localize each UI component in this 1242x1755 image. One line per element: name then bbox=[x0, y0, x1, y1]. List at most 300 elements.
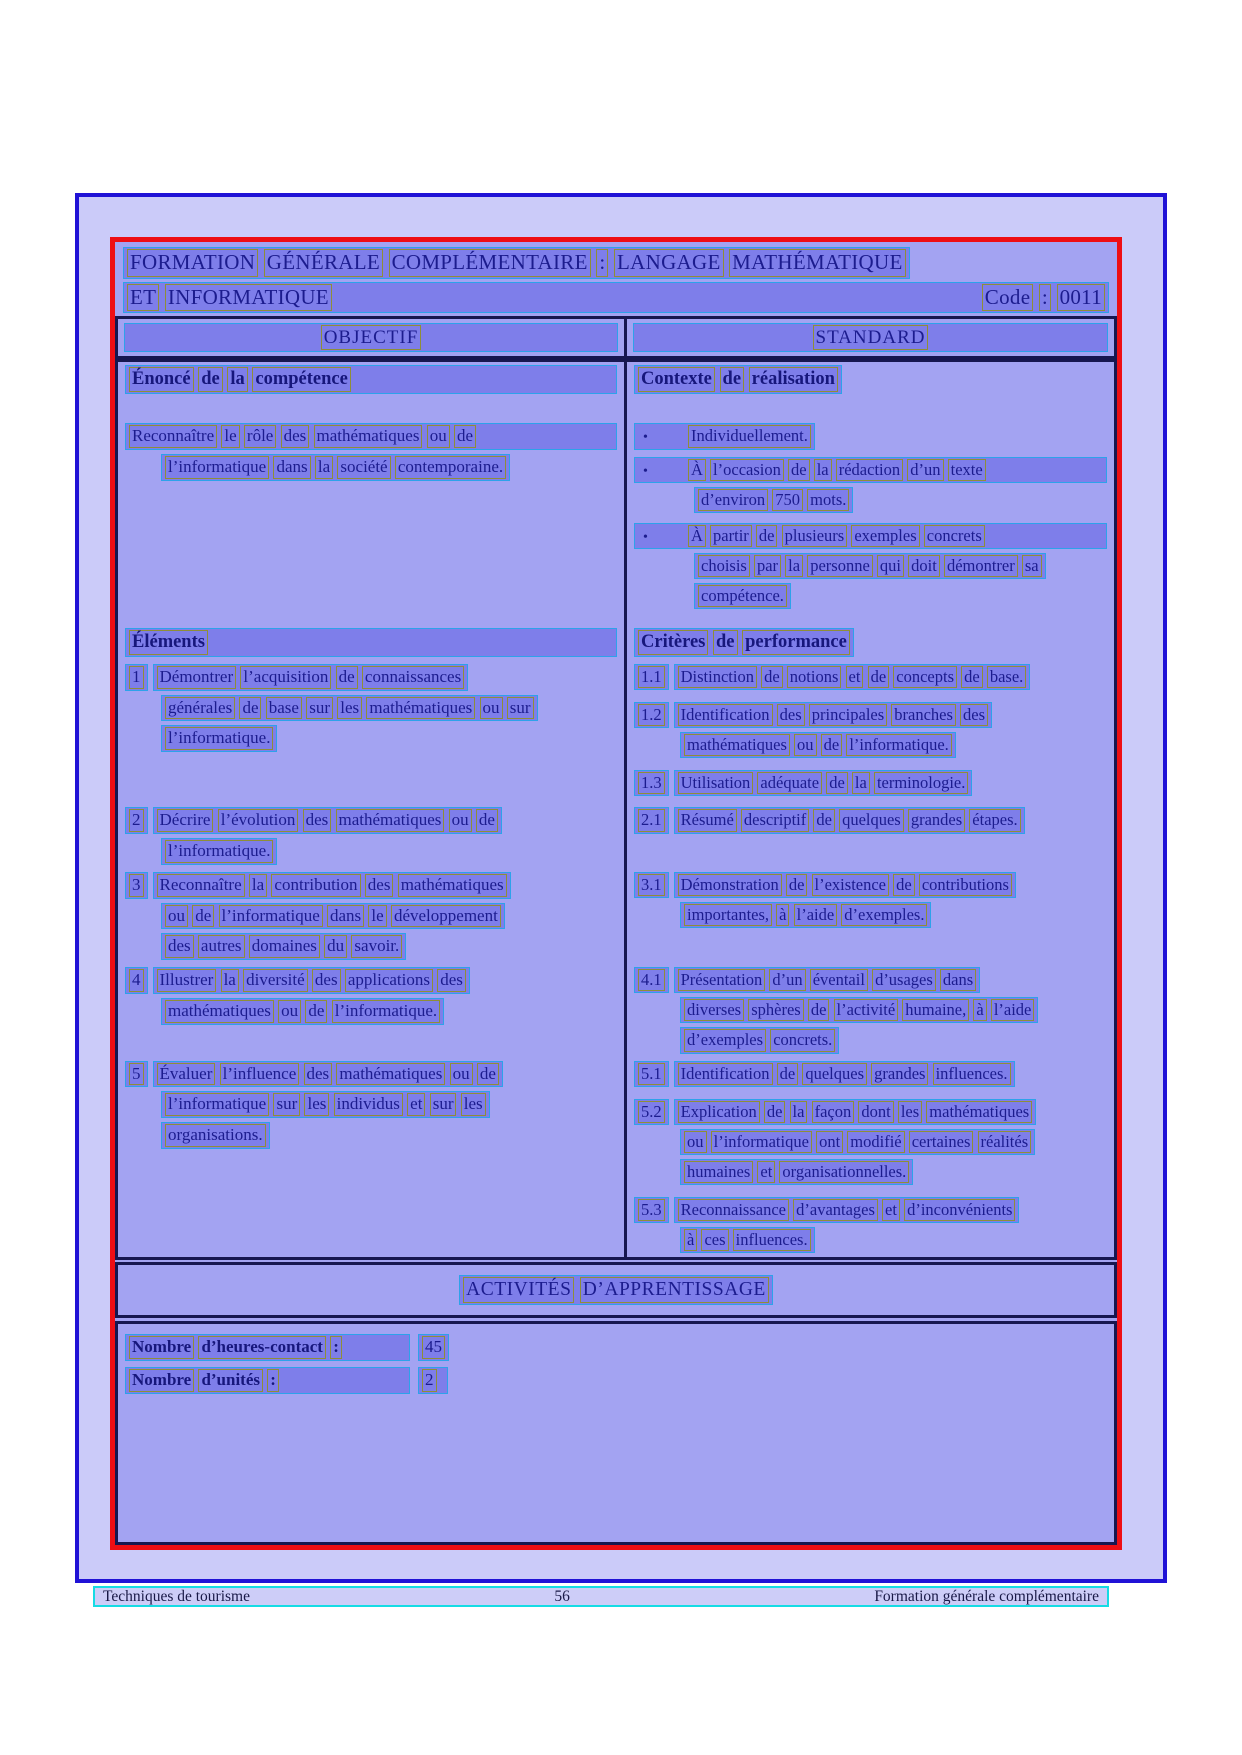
ocr-word: Présentation bbox=[678, 969, 766, 991]
enonce-title-cell bbox=[118, 362, 624, 420]
criteres-title bbox=[634, 628, 854, 657]
unites-label bbox=[125, 1367, 410, 1394]
ocr-word: de bbox=[198, 367, 223, 392]
item-number bbox=[634, 664, 669, 690]
ocr-word: l’évolution bbox=[218, 809, 299, 832]
competence-paragraph bbox=[118, 420, 624, 625]
ocr-word: l’informatique. bbox=[332, 1000, 440, 1023]
element-3 bbox=[118, 869, 624, 964]
ocr-word: d’exemples. bbox=[841, 904, 927, 926]
ocr-word: Identification bbox=[678, 704, 773, 726]
ocr-word: la bbox=[814, 459, 832, 481]
unites-row bbox=[125, 1367, 1107, 1398]
ocr-word: ou bbox=[794, 734, 817, 756]
item-number bbox=[634, 872, 669, 898]
ocr-word: À bbox=[688, 459, 706, 481]
ocr-word: ou bbox=[684, 1131, 707, 1153]
ocr-line bbox=[161, 695, 538, 722]
course-title-line2 bbox=[123, 282, 1109, 314]
ocr-word: dans bbox=[273, 456, 310, 479]
ocr-word: modifié bbox=[847, 1131, 904, 1153]
ocr-word: importantes, bbox=[684, 904, 772, 926]
ocr-line bbox=[153, 1061, 503, 1088]
criteres-group-5 bbox=[624, 1058, 1114, 1258]
bullet-icon: • bbox=[643, 430, 648, 446]
ocr-word: l’existence bbox=[812, 874, 889, 896]
ocr-word: et bbox=[846, 666, 864, 688]
ocr-word: individus bbox=[334, 1093, 403, 1116]
ocr-word: À bbox=[688, 525, 706, 547]
ocr-line bbox=[674, 1197, 1020, 1223]
ocr-word: base. bbox=[987, 666, 1026, 688]
ocr-word: contribution bbox=[271, 874, 360, 897]
ocr-word: choisis bbox=[698, 555, 750, 577]
ocr-word: des bbox=[165, 935, 194, 958]
ocr-word: sa bbox=[1022, 555, 1042, 577]
ocr-word: texte bbox=[948, 459, 986, 481]
footer-right: Formation générale complémentaire bbox=[874, 1587, 1099, 1605]
ocr-word: Utilisation bbox=[678, 772, 754, 794]
bullet-item bbox=[634, 423, 1107, 449]
item-first-row bbox=[125, 967, 617, 998]
ocr-word: doit bbox=[908, 555, 940, 577]
ocr-line bbox=[674, 1061, 1015, 1087]
ocr-word: branches bbox=[891, 704, 956, 726]
item-number bbox=[125, 1061, 148, 1088]
critere-2-1 bbox=[634, 807, 1107, 837]
ocr-word: Contexte bbox=[638, 367, 715, 392]
ocr-word: les bbox=[898, 1101, 922, 1123]
item-first-row bbox=[634, 967, 1107, 997]
item-number bbox=[125, 807, 148, 834]
ocr-word: de bbox=[477, 1063, 499, 1086]
ocr-word: contributions bbox=[919, 874, 1012, 896]
elements-title-cell bbox=[118, 625, 624, 661]
item-first-row bbox=[634, 664, 1107, 694]
ocr-word: dans bbox=[327, 905, 364, 928]
ocr-word: de bbox=[764, 1101, 786, 1123]
ocr-word: 1.2 bbox=[638, 704, 665, 726]
ocr-word: concepts bbox=[893, 666, 957, 688]
footer-left: Techniques de tourisme bbox=[103, 1587, 250, 1605]
ocr-word: l’influence bbox=[220, 1063, 300, 1086]
heures-contact-label bbox=[125, 1334, 410, 1361]
ocr-word: mathématiques bbox=[314, 425, 423, 448]
ocr-word: Illustrer bbox=[157, 969, 217, 992]
ocr-word: à bbox=[684, 1229, 697, 1251]
ocr-word: 45 bbox=[422, 1336, 445, 1359]
ocr-word: domaines bbox=[249, 935, 320, 958]
ocr-word: et bbox=[882, 1199, 900, 1221]
ocr-word: mathématiques bbox=[684, 734, 790, 756]
ocr-word: de bbox=[713, 630, 738, 655]
ocr-word: Résumé bbox=[678, 809, 737, 831]
ocr-word: 2 bbox=[129, 809, 144, 832]
critere-4-1 bbox=[634, 967, 1107, 1053]
ocr-word: autres bbox=[198, 935, 245, 958]
ocr-word: ou bbox=[450, 1063, 473, 1086]
ocr-word: à bbox=[973, 999, 986, 1021]
ocr-word: : bbox=[596, 249, 608, 277]
item-first-row bbox=[634, 702, 1107, 732]
ocr-line bbox=[161, 998, 444, 1025]
ocr-word: sur bbox=[430, 1093, 457, 1116]
ocr-word: de bbox=[786, 874, 808, 896]
ocr-word: la bbox=[221, 969, 239, 992]
item-number bbox=[634, 702, 669, 728]
ocr-line bbox=[153, 664, 469, 691]
ocr-word: mathématiques bbox=[926, 1101, 1032, 1123]
ocr-word: notions bbox=[787, 666, 842, 688]
ocr-word: Individuellement. bbox=[688, 425, 811, 447]
ocr-word: sur bbox=[507, 697, 534, 720]
ocr-word: Explication bbox=[678, 1101, 760, 1123]
ocr-word: l’informatique bbox=[165, 456, 269, 479]
footer-page-number: 56 bbox=[554, 1587, 570, 1605]
ocr-word: Critères bbox=[638, 630, 708, 655]
ocr-word: mathématiques bbox=[336, 1063, 445, 1086]
ocr-word: et bbox=[407, 1093, 425, 1116]
ocr-word: mots. bbox=[807, 489, 849, 511]
criteres-title-cell bbox=[624, 625, 1114, 661]
ocr-word: d’un bbox=[769, 969, 805, 991]
course-title-line1 bbox=[123, 247, 910, 279]
item-first-row bbox=[125, 1061, 617, 1092]
ocr-word: ont bbox=[816, 1131, 843, 1153]
ocr-word: mathématiques bbox=[398, 874, 507, 897]
ocr-word: l’aide bbox=[991, 999, 1035, 1021]
ocr-word: des bbox=[777, 704, 805, 726]
ocr-word: terminologie. bbox=[874, 772, 968, 794]
ocr-word: de bbox=[761, 666, 783, 688]
item-first-row bbox=[634, 807, 1107, 837]
contexte-bullets bbox=[624, 420, 1114, 625]
ocr-word: l’informatique bbox=[711, 1131, 812, 1153]
ocr-word: la bbox=[315, 456, 333, 479]
ocr-line bbox=[674, 1099, 1037, 1125]
ocr-line bbox=[634, 423, 815, 449]
ocr-line bbox=[634, 523, 1107, 549]
ocr-word: de bbox=[788, 459, 810, 481]
ocr-line bbox=[674, 967, 981, 993]
ocr-word: plusieurs bbox=[782, 525, 848, 547]
ocr-word: l’informatique. bbox=[846, 734, 951, 756]
item-number bbox=[634, 807, 669, 833]
ocr-word: Énoncé bbox=[129, 367, 194, 392]
ocr-word: rôle bbox=[244, 425, 276, 448]
item-number bbox=[634, 1061, 669, 1087]
ocr-line bbox=[694, 553, 1046, 579]
ocr-word: grandes bbox=[908, 809, 965, 831]
item-number bbox=[634, 1197, 669, 1223]
ocr-line bbox=[680, 732, 956, 758]
ocr-line bbox=[674, 702, 992, 728]
ocr-word: de bbox=[821, 734, 843, 756]
item-first-row bbox=[634, 770, 1107, 800]
ocr-word: la bbox=[852, 772, 870, 794]
ocr-word: 4 bbox=[129, 969, 144, 992]
ocr-word: COMPLÉMENTAIRE bbox=[389, 249, 591, 277]
ocr-word: le bbox=[368, 905, 386, 928]
objectif-header bbox=[124, 323, 618, 352]
ocr-line bbox=[680, 997, 1038, 1023]
ocr-word: ou bbox=[480, 697, 503, 720]
ocr-word: Identification bbox=[678, 1063, 773, 1085]
ocr-word: l’activité bbox=[834, 999, 899, 1021]
ocr-line bbox=[680, 1159, 913, 1185]
ocr-word: exemples bbox=[851, 525, 919, 547]
ocr-word: D’APPRENTISSAGE bbox=[580, 1277, 769, 1303]
ocr-line bbox=[125, 423, 617, 450]
ocr-word: à bbox=[776, 904, 789, 926]
ocr-word: d’usages bbox=[872, 969, 936, 991]
ocr-line bbox=[680, 902, 931, 928]
ocr-word: d’environ bbox=[698, 489, 768, 511]
critere-1-3 bbox=[634, 770, 1107, 800]
standard-header bbox=[633, 323, 1108, 352]
ocr-word: connaissances bbox=[362, 666, 464, 689]
ocr-line bbox=[680, 1227, 815, 1253]
ocr-word: de bbox=[868, 666, 890, 688]
ocr-word: GÉNÉRALE bbox=[264, 249, 383, 277]
ocr-word: 1.1 bbox=[638, 666, 665, 688]
unites-value bbox=[418, 1367, 448, 1394]
ocr-line bbox=[680, 1027, 839, 1053]
item-number bbox=[634, 770, 669, 796]
ocr-word: Reconnaître bbox=[157, 874, 245, 897]
ocr-word: 0011 bbox=[1057, 284, 1105, 312]
element-4 bbox=[118, 964, 624, 1057]
item-first-row bbox=[125, 872, 617, 903]
criteres-group-2 bbox=[624, 804, 1114, 868]
ocr-word: démontrer bbox=[944, 555, 1018, 577]
ocr-word: performance bbox=[742, 630, 850, 655]
ocr-word: 5.2 bbox=[638, 1101, 665, 1123]
ocr-word: diversité bbox=[243, 969, 308, 992]
ocr-word: grandes bbox=[871, 1063, 928, 1085]
ocr-word: de bbox=[239, 697, 261, 720]
item-number bbox=[634, 1099, 669, 1125]
ocr-word: de bbox=[336, 666, 358, 689]
ocr-word: 5 bbox=[129, 1063, 144, 1086]
ocr-word: la bbox=[249, 874, 267, 897]
ocr-word: Décrire bbox=[157, 809, 214, 832]
ocr-word: les bbox=[461, 1093, 486, 1116]
ocr-line bbox=[674, 664, 1031, 690]
criteres-group-1 bbox=[624, 661, 1114, 805]
ocr-word: descriptif bbox=[741, 809, 809, 831]
ocr-word: des bbox=[304, 1063, 333, 1086]
item-first-row bbox=[125, 807, 617, 838]
ocr-word: éventail bbox=[810, 969, 868, 991]
column-header-row bbox=[115, 316, 1117, 359]
ocr-word: FORMATION bbox=[127, 249, 258, 277]
ocr-word: organisationnelles. bbox=[779, 1161, 909, 1183]
ocr-word: 5.1 bbox=[638, 1063, 665, 1085]
ocr-word: de bbox=[961, 666, 983, 688]
ocr-word: : bbox=[267, 1369, 279, 1392]
ocr-word: ACTIVITÉS bbox=[463, 1277, 574, 1303]
ocr-word: adéquate bbox=[757, 772, 822, 794]
item-number bbox=[125, 664, 148, 691]
objectif-standard-table bbox=[115, 359, 1117, 1260]
ocr-line bbox=[674, 770, 973, 796]
item-first-row bbox=[125, 664, 617, 695]
criteres-group-3 bbox=[624, 869, 1114, 964]
ocr-word: l’aide bbox=[794, 904, 838, 926]
ocr-word: 2 bbox=[422, 1369, 437, 1392]
ocr-word: concrets bbox=[924, 525, 985, 547]
ocr-line bbox=[634, 457, 1107, 483]
ocr-line bbox=[161, 838, 277, 865]
ocr-word: humaines bbox=[684, 1161, 753, 1183]
critere-1-2 bbox=[634, 702, 1107, 758]
ocr-word: Évaluer bbox=[157, 1063, 216, 1086]
ocr-word: de bbox=[720, 367, 745, 392]
enonce-title bbox=[125, 365, 617, 394]
item-first-row bbox=[634, 1197, 1107, 1227]
ocr-word: 4.1 bbox=[638, 969, 665, 991]
element-1 bbox=[118, 661, 624, 805]
ocr-line bbox=[161, 725, 277, 752]
item-number bbox=[125, 872, 148, 899]
ocr-word: 1.3 bbox=[638, 772, 665, 794]
item-first-row bbox=[634, 1061, 1107, 1091]
item-number bbox=[634, 967, 669, 993]
ocr-word: réalités bbox=[978, 1131, 1032, 1153]
ocr-word: de bbox=[893, 874, 915, 896]
ocr-word: base bbox=[266, 697, 302, 720]
ocr-word: quelques bbox=[802, 1063, 867, 1085]
ocr-word: la bbox=[790, 1101, 808, 1123]
ocr-word: développement bbox=[391, 905, 501, 928]
ocr-word: savoir. bbox=[351, 935, 402, 958]
ocr-line bbox=[161, 454, 510, 481]
ocr-word: des bbox=[437, 969, 466, 992]
ocr-word: réalisation bbox=[749, 367, 838, 392]
ocr-word: par bbox=[754, 555, 781, 577]
ocr-word: Nombre bbox=[129, 1369, 194, 1392]
bullet-item bbox=[634, 523, 1107, 609]
standard-header-cell bbox=[624, 319, 1114, 356]
ocr-word: MATHÉMATIQUE bbox=[729, 249, 905, 277]
ocr-word: Nombre bbox=[129, 1336, 194, 1359]
ocr-line bbox=[153, 967, 470, 994]
ocr-word: compétence bbox=[252, 367, 350, 392]
element-2 bbox=[118, 804, 624, 868]
ocr-word: de bbox=[305, 1000, 327, 1023]
ocr-word: du bbox=[324, 935, 347, 958]
ocr-word: concrets. bbox=[770, 1029, 835, 1051]
ocr-word: Démonstration bbox=[678, 874, 782, 896]
ocr-word: des bbox=[312, 969, 341, 992]
elements-title bbox=[125, 628, 617, 657]
activites-title bbox=[459, 1275, 773, 1305]
ocr-word: Distinction bbox=[678, 666, 757, 688]
ocr-line bbox=[694, 487, 853, 513]
ocr-word: ou bbox=[278, 1000, 301, 1023]
ocr-word: dans bbox=[940, 969, 976, 991]
ocr-word: contemporaine. bbox=[395, 456, 506, 479]
ocr-line bbox=[161, 1091, 490, 1118]
ocr-word: 1 bbox=[129, 666, 144, 689]
ocr-word: façon bbox=[812, 1101, 855, 1123]
ocr-word: sur bbox=[306, 697, 333, 720]
ocr-word: principales bbox=[809, 704, 887, 726]
element-5 bbox=[118, 1058, 624, 1258]
ocr-word: LANGAGE bbox=[614, 249, 724, 277]
activites-row bbox=[115, 1262, 1117, 1318]
ocr-word: sur bbox=[273, 1093, 300, 1116]
ocr-word: 750 bbox=[772, 489, 803, 511]
ocr-word: d’unités bbox=[198, 1369, 263, 1392]
ocr-word: Code bbox=[982, 284, 1034, 312]
ocr-line bbox=[674, 807, 1025, 833]
ocr-word: Reconnaître bbox=[129, 425, 217, 448]
ocr-word: de bbox=[777, 1063, 799, 1085]
criteres-group-4 bbox=[624, 964, 1114, 1057]
ocr-word: ou bbox=[449, 809, 472, 832]
contexte-title-cell bbox=[624, 362, 1114, 420]
ocr-line bbox=[161, 1122, 270, 1149]
ocr-line bbox=[153, 872, 511, 899]
ocr-word: de bbox=[454, 425, 476, 448]
info-box bbox=[115, 1321, 1117, 1545]
ocr-word: Éléments bbox=[129, 630, 208, 655]
ocr-word: de bbox=[756, 525, 778, 547]
ocr-word: société bbox=[337, 456, 390, 479]
ocr-word: diverses bbox=[684, 999, 744, 1021]
ocr-word: organisations. bbox=[165, 1124, 266, 1147]
item-first-row bbox=[634, 872, 1107, 902]
ocr-word: l’informatique bbox=[219, 905, 323, 928]
page-footer bbox=[93, 1586, 1109, 1607]
ocr-word: des bbox=[303, 809, 332, 832]
ocr-word: étapes. bbox=[969, 809, 1020, 831]
ocr-word: la bbox=[227, 367, 247, 392]
ocr-line bbox=[161, 903, 505, 930]
ocr-word: d’un bbox=[907, 459, 943, 481]
ocr-word: mathématiques bbox=[336, 809, 445, 832]
objectif-header-cell bbox=[118, 319, 624, 356]
ocr-word: certaines bbox=[909, 1131, 974, 1153]
program-sheet bbox=[110, 237, 1122, 1550]
ocr-word: STANDARD bbox=[813, 325, 929, 350]
ocr-word: l’informatique. bbox=[165, 727, 273, 750]
ocr-word: personne bbox=[807, 555, 873, 577]
ocr-line bbox=[680, 1129, 1035, 1155]
critere-1-1 bbox=[634, 664, 1107, 694]
ocr-word: d’heures-contact bbox=[198, 1336, 326, 1359]
ocr-word: d’exemples bbox=[684, 1029, 766, 1051]
critere-5-3 bbox=[634, 1197, 1107, 1253]
ocr-word: 3.1 bbox=[638, 874, 665, 896]
heures-contact-row bbox=[125, 1334, 1107, 1365]
ocr-word: applications bbox=[345, 969, 433, 992]
critere-5-1 bbox=[634, 1061, 1107, 1091]
ocr-word: des bbox=[365, 874, 394, 897]
ocr-word: générales bbox=[165, 697, 235, 720]
ocr-word: influences. bbox=[933, 1063, 1011, 1085]
ocr-word: dont bbox=[858, 1101, 893, 1123]
ocr-word: quelques bbox=[839, 809, 904, 831]
ocr-line bbox=[161, 933, 406, 960]
ocr-word: de bbox=[192, 905, 214, 928]
ocr-line bbox=[674, 872, 1016, 898]
ocr-word: INFORMATIQUE bbox=[165, 284, 332, 312]
ocr-word: l’acquisition bbox=[240, 666, 331, 689]
critere-3-1 bbox=[634, 872, 1107, 928]
